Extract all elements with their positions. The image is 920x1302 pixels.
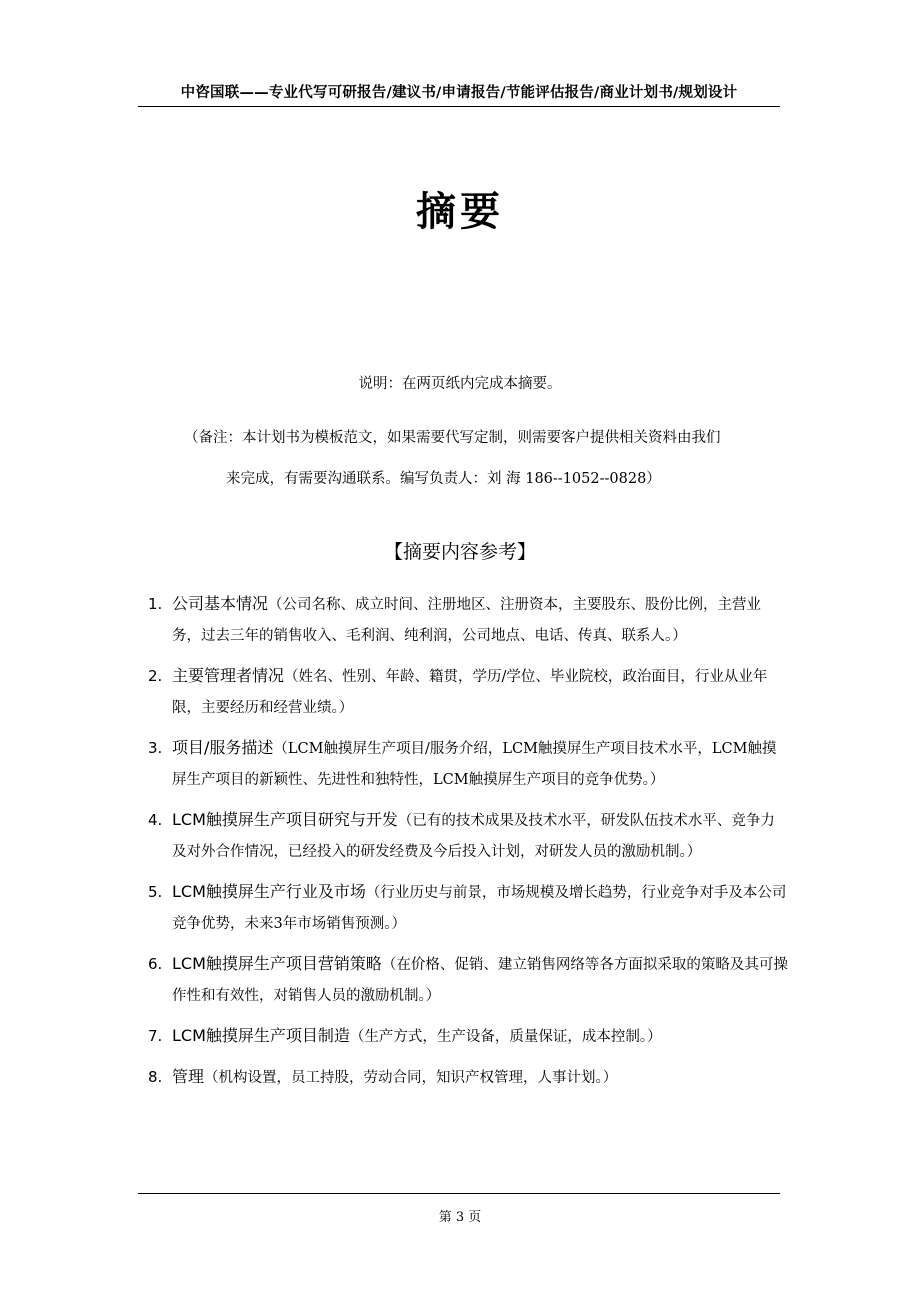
item-description: （机构设置，员工持股，劳动合同，知识产权管理，人事计划。） <box>204 1070 618 1086</box>
list-item <box>148 949 788 1011</box>
section-title: 【摘要内容参考】 <box>383 541 536 563</box>
item-heading: LCM触摸屏生产行业及市场 <box>172 882 366 901</box>
item-number: 3. <box>148 739 163 757</box>
list-item <box>148 589 788 651</box>
item-number: 6. <box>148 955 163 973</box>
item-description: （已有的技术成果及技术水平，研发队伍技术水平、竞争力及对外合作情况，已经投入的研发经费及今后投入计划，对研发人员的激励机制。） <box>172 813 775 860</box>
item-description: （行业历史与前景，市场规模及增长趋势，行业竞争对手及本公司竞争优势，未来3年市场销售预测。） <box>172 885 787 932</box>
header-divider <box>138 106 780 107</box>
list-item <box>148 733 788 795</box>
summary-list <box>148 589 788 1103</box>
item-description: （在价格、促销、建立销售网络等各方面拟采取的策略及其可操作性和有效性，对销售人员的激励机制。） <box>172 957 788 1004</box>
footer-divider <box>138 1193 780 1194</box>
item-description: （姓名、性别、年龄、籍贯，学历/学位、毕业院校，政治面目，行业从业年限，主要经历和经营业绩。） <box>172 669 768 716</box>
remark-line-2: 来完成，有需要沟通联系。编写负责人：刘 海 186--1052--0828） <box>226 471 661 487</box>
item-heading: 项目/服务描述 <box>172 738 274 757</box>
item-number: 4. <box>148 811 163 829</box>
page-number: 第 3 页 <box>438 1210 482 1225</box>
item-number: 5. <box>148 883 163 901</box>
item-heading: LCM触摸屏生产项目研究与开发 <box>172 810 398 829</box>
list-item <box>148 661 788 723</box>
list-item <box>148 1062 788 1093</box>
list-item <box>148 1021 788 1052</box>
item-description: （LCM触摸屏生产项目/服务介绍，LCM触摸屏生产项目技术水平，LCM触摸屏生产项目的新颖性、先进性和独特性，LCM触摸屏生产项目的竞争优势。） <box>172 741 777 788</box>
page-header: 中咨国联——专业代写可研报告/建议书/申请报告/节能评估报告/商业计划书/规划设计 <box>180 85 738 101</box>
item-heading: LCM触摸屏生产项目营销策略 <box>172 954 382 973</box>
item-heading: 主要管理者情况 <box>172 666 285 685</box>
list-item <box>148 805 788 867</box>
item-number: 8. <box>148 1068 163 1086</box>
remark-line-1: （备注：本计划书为模板范文，如果需要代写定制，则需要客户提供相关资料由我们 <box>184 430 721 446</box>
item-heading: 管理 <box>172 1067 205 1086</box>
page-title: 摘要 <box>416 189 504 235</box>
item-number: 1. <box>148 595 163 613</box>
instruction-note: 说明：在两页纸内完成本摘要。 <box>358 376 562 392</box>
item-heading: LCM触摸屏生产项目制造 <box>172 1026 350 1045</box>
item-number: 7. <box>148 1027 163 1045</box>
list-item <box>148 877 788 939</box>
item-heading: 公司基本情况 <box>172 594 269 613</box>
item-description: （公司名称、成立时间、注册地区、注册资本，主要股东、股份比例，主营业务，过去三年的销售收入、毛利润、纯利润，公司地点、电话、传真、联系人。） <box>172 597 762 644</box>
item-number: 2. <box>148 667 163 685</box>
item-description: （生产方式，生产设备，质量保证，成本控制。） <box>349 1029 662 1045</box>
